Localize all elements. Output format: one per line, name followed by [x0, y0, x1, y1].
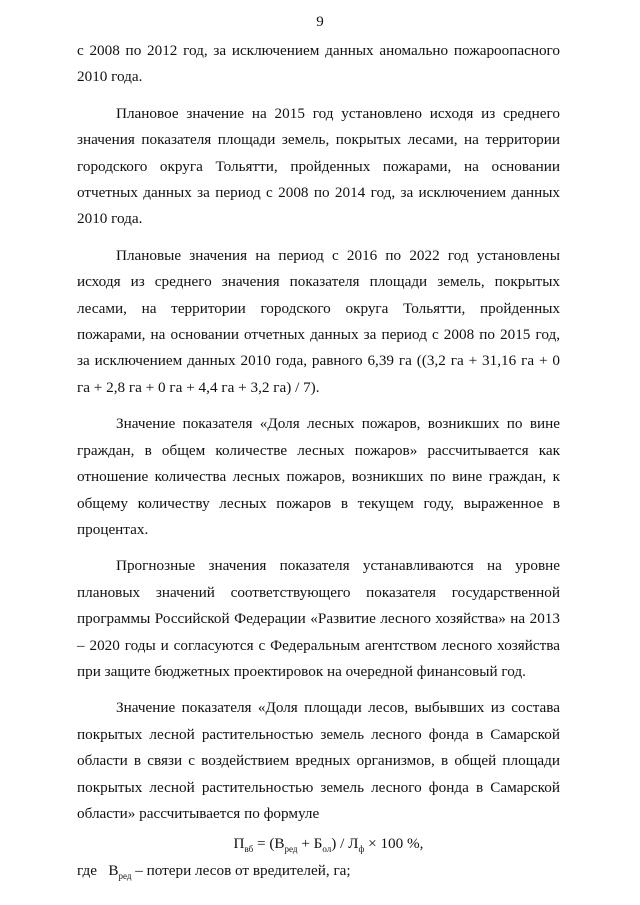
formula-definition — [77, 858, 560, 884]
formula-plus: + Б — [297, 835, 323, 853]
document-body — [77, 38, 560, 884]
page-number: 9 — [316, 14, 324, 30]
formula-lhs: П — [233, 835, 245, 853]
formula-open: = (В — [253, 835, 285, 853]
paragraph-3: Плановые значения на период с 2016 по 2022 год установлены исходя из среднего значения показателя площади земель, покрытых лесами, на территории городского округа Тольятти, пройденных пожарами, на основании отчетных данных за период с 2008 по 2015 год, за исключением данных 2010 года, равного 6,39 га ((3,2 га + 31,16 га + 0 га + 2,8 га + 0 га + 4,4 га + 3,2 га) / 7). — [77, 246, 560, 396]
formula-tail: × 100 %, — [364, 835, 424, 853]
formula-lhs-subscript: вб — [244, 844, 254, 855]
paragraph-2: Плановое значение на 2015 год установлено исходя из среднего значения показателя площади земель, покрытых лесами, на территории городского округа Тольятти, пройденных пожарами, на основании отчетных данных за период с 2008 по 2014 год, за исключением данных 2010 года. — [77, 104, 560, 228]
formula — [77, 831, 560, 857]
formula-l-subscript: ф — [358, 844, 365, 855]
paragraph-1: с 2008 по 2012 год, за исключением данных аномально пожароопасного 2010 года. — [77, 42, 560, 86]
definition-prefix: где В — [77, 861, 119, 879]
formula-div: ) / Л — [331, 835, 359, 853]
paragraph-5: Прогнозные значения показателя устанавливаются на уровне плановых значений соответствующего показателя государственной программы Российской Федерации «Развитие лесного хозяйства» на 2013 – 2020 годы и согласуются с Федеральным агентством лесного хозяйства при защите бюджетных проектировок на очередной финансовый год. — [77, 557, 560, 680]
formula-v-subscript: ред — [284, 844, 298, 855]
formula-b-subscript: ол — [322, 844, 332, 855]
paragraph-4: Значение показателя «Доля лесных пожаров, возникших по вине граждан, в общем количестве лесных пожаров» рассчитывается как отношение количества лесных пожаров, возникших по вине граждан, к общему количеству лесных пожаров в текущем году, выраженное в процентах. — [77, 415, 560, 538]
definition-text: – потери лесов от вредителей, га; — [131, 861, 351, 879]
definition-subscript: ред — [118, 870, 132, 881]
paragraph-6: Значение показателя «Доля площади лесов, выбывших из состава покрытых лесной растительностью земель лесного фонда в Самарской области в связи с воздействием вредных организмов, в общей площади покрытых лесной растительностью земель лесного фонда в Самарской области» рассчитывается по формуле — [77, 699, 560, 822]
